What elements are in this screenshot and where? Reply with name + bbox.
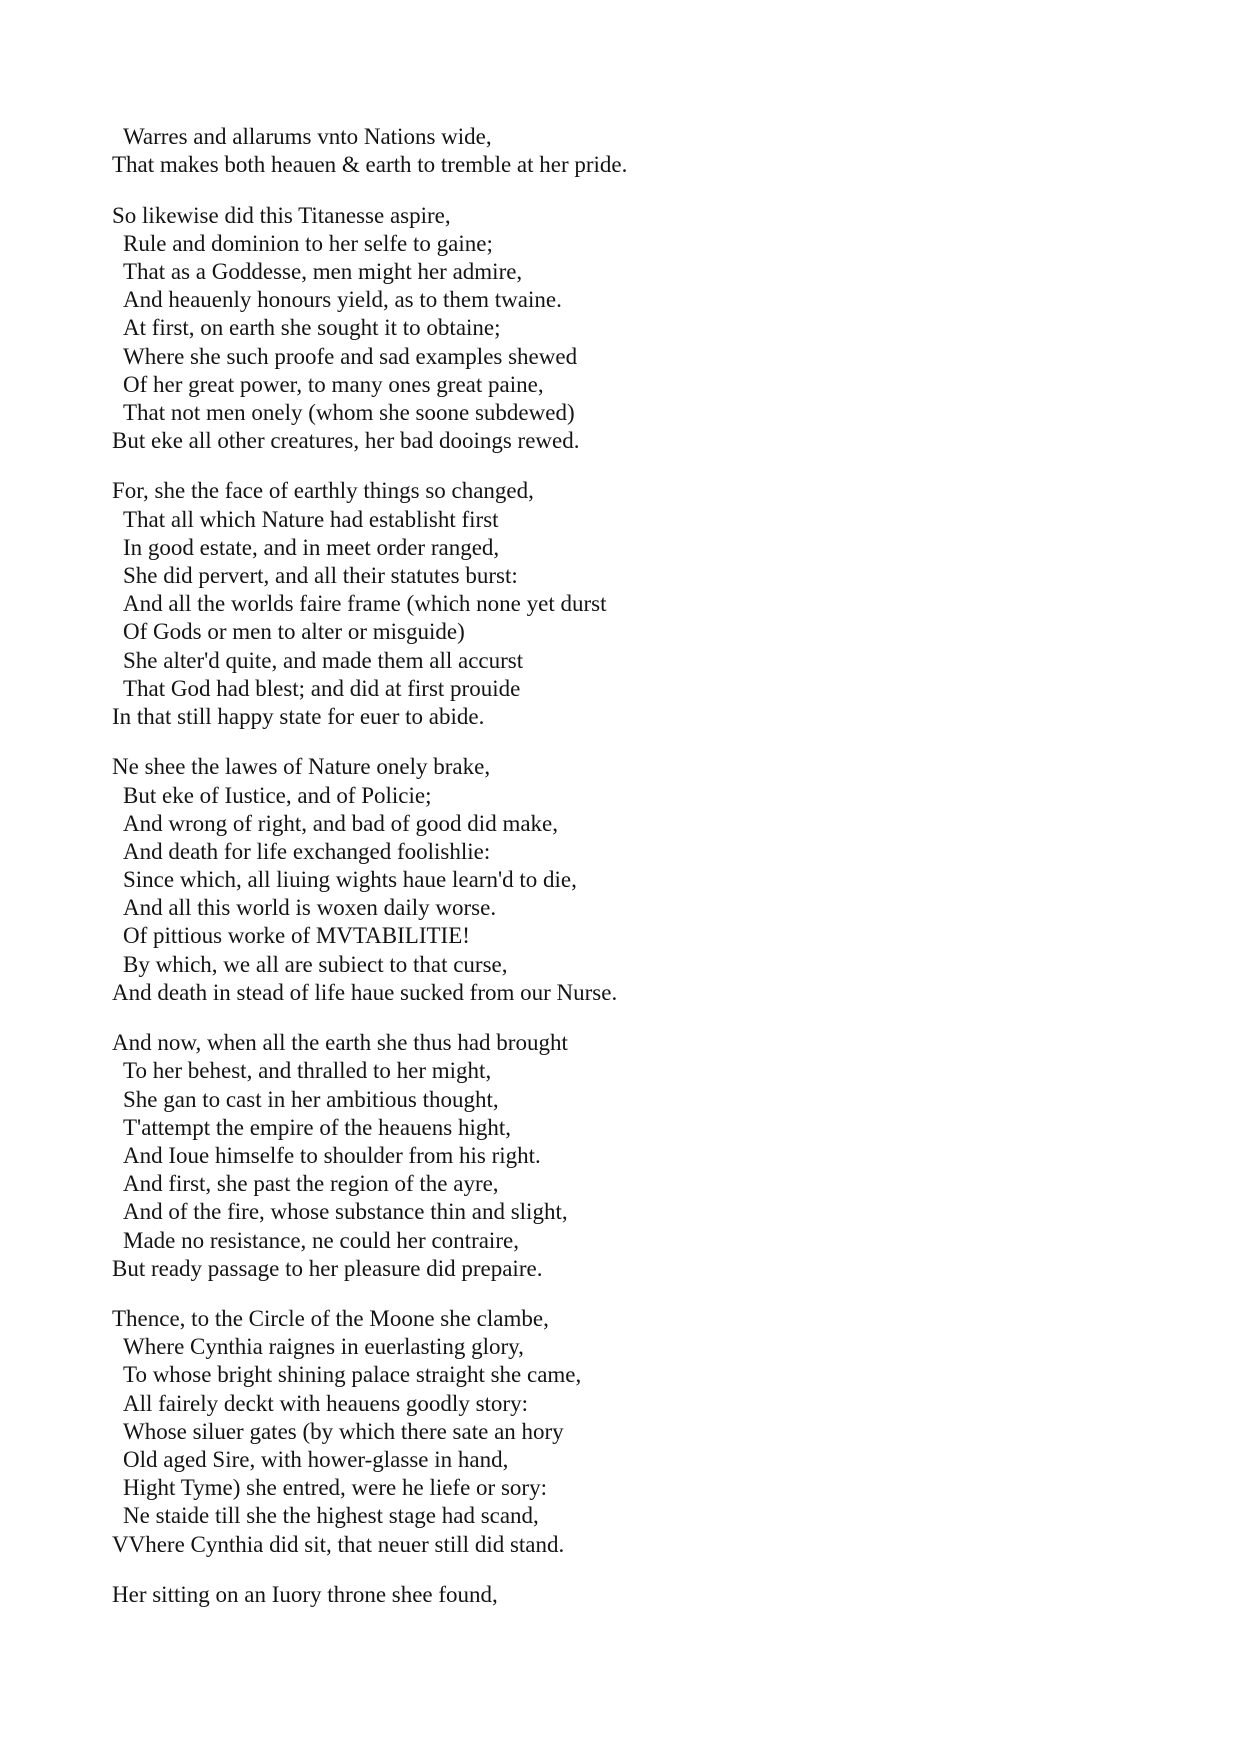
verse-line: Where Cynthia raignes in euerlasting glory,: [123, 1334, 524, 1360]
verse-line: Ne staide till she the highest stage had scand,: [123, 1503, 539, 1529]
verse-line: Ne shee the lawes of Nature onely brake,: [112, 754, 491, 780]
verse-line: T'attempt the empire of the heauens hight,: [123, 1114, 511, 1140]
verse-line: And wrong of right, and bad of good did make,: [123, 810, 559, 836]
verse-line: By which, we all are subiect to that curse,: [123, 951, 508, 977]
poem-text: [112, 123, 1112, 1631]
stanza: [112, 753, 1112, 1007]
verse-line: But eke all other creatures, her bad dooings rewed.: [112, 428, 580, 454]
verse-line: That all which Nature had establisht first: [123, 506, 499, 532]
stanza: [112, 202, 1112, 456]
verse-line: Rule and dominion to her selfe to gaine;: [123, 230, 493, 256]
verse-line: In that still happy state for euer to abide.: [112, 703, 485, 729]
verse-line: That as a Goddesse, men might her admire,: [123, 258, 523, 284]
verse-line: And first, she past the region of the ayre,: [123, 1171, 499, 1197]
verse-line: All fairely deckt with heauens goodly story:: [123, 1390, 528, 1416]
verse-line: She alter'd quite, and made them all accurst: [123, 647, 524, 673]
verse-line: That makes both heauen & earth to tremble at her pride.: [112, 152, 628, 178]
stanza: [112, 123, 1112, 179]
verse-line: Old aged Sire, with hower-glasse in hand,: [123, 1447, 509, 1472]
verse-line: Whose siluer gates (by which there sate an hory: [123, 1418, 564, 1444]
verse-line: Where she such proofe and sad examples shewed: [123, 343, 578, 369]
verse-line: But eke of Iustice, and of Policie;: [123, 782, 432, 808]
verse-line: VVhere Cynthia did sit, that neuer still did stand.: [112, 1531, 565, 1557]
stanza: [112, 1029, 1112, 1283]
verse-line: Since which, all liuing wights haue learn'd to die,: [123, 867, 577, 893]
verse-line: That God had blest; and did at first prouide: [123, 675, 521, 701]
verse-line: And Ioue himselfe to shoulder from his right.: [123, 1142, 541, 1168]
verse-line: And death for life exchanged foolishlie:: [123, 838, 491, 864]
verse-line: Her sitting on an Iuory throne shee found,: [112, 1581, 498, 1607]
verse-line: Of her great power, to many ones great paine,: [123, 371, 544, 397]
verse-line: To whose bright shining palace straight she came,: [123, 1362, 582, 1388]
stanza: [112, 477, 1112, 731]
verse-line: So likewise did this Titanesse aspire,: [112, 202, 451, 228]
verse-line: And now, when all the earth she thus had brought: [112, 1030, 568, 1056]
verse-line: Of Gods or men to alter or misguide): [123, 619, 465, 645]
verse-line: Made no resistance, ne could her contraire,: [123, 1227, 519, 1253]
verse-line: But ready passage to her pleasure did prepaire.: [112, 1255, 543, 1281]
verse-line: She did pervert, and all their statutes burst:: [123, 563, 518, 588]
verse-line: And all this world is woxen daily worse.: [123, 895, 497, 921]
verse-line: Hight Tyme) she entred, were he liefe or sory:: [123, 1475, 547, 1501]
verse-line: For, she the face of earthly things so changed,: [112, 478, 534, 504]
verse-line: In good estate, and in meet order ranged,: [123, 534, 500, 560]
verse-line: That not men onely (whom she soone subdewed): [123, 399, 575, 425]
verse-line: At first, on earth she sought it to obtaine;: [123, 315, 501, 341]
verse-line: Warres and allarums vnto Nations wide,: [123, 124, 492, 149]
stanza: [112, 1305, 1112, 1559]
verse-line: And death in stead of life haue sucked from our Nurse.: [112, 979, 618, 1005]
verse-line: To her behest, and thralled to her might,: [123, 1058, 492, 1084]
verse-line: Of pittious worke of MVTABILITIE!: [123, 923, 470, 949]
stanza: [112, 1581, 1112, 1609]
verse-line: And all the worlds faire frame (which none yet durst: [123, 591, 607, 617]
verse-line: Thence, to the Circle of the Moone she clambe,: [112, 1306, 549, 1332]
verse-line: She gan to cast in her ambitious thought,: [123, 1086, 499, 1112]
verse-line: And heauenly honours yield, as to them twaine.: [123, 287, 562, 313]
verse-line: And of the fire, whose substance thin and slight,: [123, 1199, 568, 1225]
